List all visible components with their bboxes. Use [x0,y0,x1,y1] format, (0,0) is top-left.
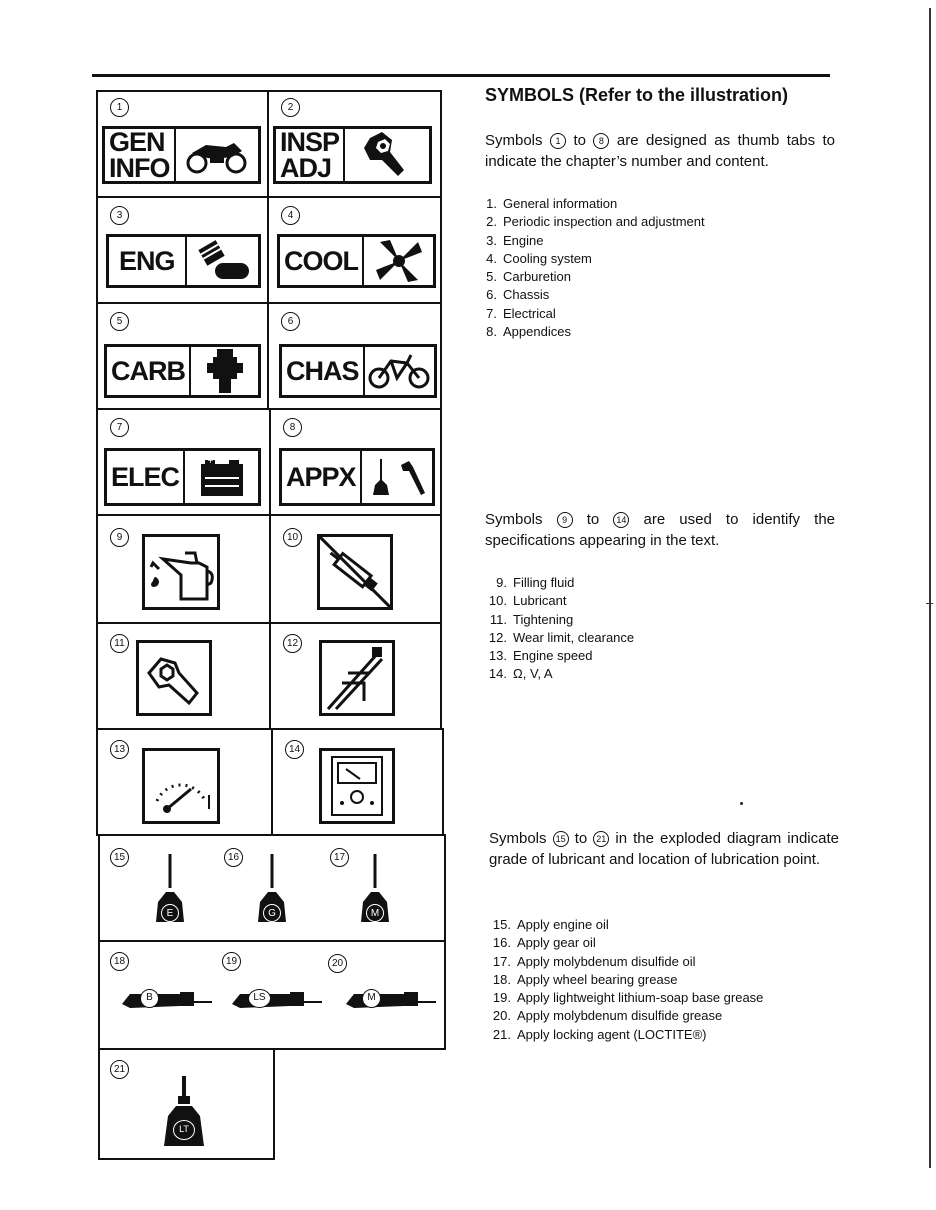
symbol-cell-15-17 [98,834,446,942]
locking-agent-icon [160,1072,208,1150]
list-item [489,916,763,934]
tab-chas [279,344,437,398]
list-item [485,232,705,250]
list-text: Apply molybdenum disulfide oil [517,953,696,969]
symbol-number-14: 14 [285,740,304,759]
list-number: 8. [486,324,497,340]
tab-label [280,237,364,285]
list-number: 19. [492,990,511,1006]
tab-label-line: ENG [119,246,175,276]
motorcycle-icon [176,129,259,181]
list-item [485,647,634,665]
list-text: Periodic inspection and adjustment [503,214,705,230]
molybdenum-oil-icon [357,854,393,924]
symbol-cell-9 [96,514,271,624]
list-item [489,971,763,989]
symbol-cell-1 [96,90,269,198]
para-text: are used to identify the specifications appearing in the text. [485,511,835,549]
list-text: Chassis [503,287,550,303]
para-text: Symbols [485,511,543,528]
list-number: 12. [488,629,507,645]
list-number: 17. [492,953,511,969]
chapter-list [485,195,705,341]
list-item [485,629,634,647]
grade-label-engine-oil: E [161,904,179,922]
tachometer-icon [142,748,220,824]
oil-can-icon [142,534,220,610]
tab-label-line: CARB [111,356,185,386]
grade-label-gear-oil: G [263,904,281,922]
list-number: 20. [492,1008,511,1024]
top-rule [92,74,830,77]
symbol-number-4: 4 [281,206,300,225]
symbol-cell-5 [96,302,269,410]
symbol-number-1: 1 [110,98,129,117]
list-text: Apply wheel bearing grease [517,971,678,987]
list-item [489,1026,763,1044]
ref-number: 1 [550,133,566,149]
tab-label-line: INFO [109,153,170,183]
tab-label [282,451,362,503]
symbol-number-6: 6 [281,312,300,331]
list-text: General information [503,196,618,211]
symbol-number-11: 11 [110,634,129,653]
tab-label [282,347,365,395]
page-edge-tick [926,603,933,604]
ref-number: 21 [593,831,609,847]
battery-icon [185,451,258,503]
wrench-icon [136,640,212,716]
list-text: Engine [503,232,544,248]
svg-text:+: + [206,456,214,465]
list-number: 13. [488,648,507,664]
list-item [485,574,634,592]
intro-paragraph-lubricants [489,828,839,870]
symbol-cell-6 [267,302,442,410]
fan-icon [364,237,433,285]
para-text: Symbols [489,830,547,847]
list-number: 1. [486,196,497,211]
para-text: to [573,132,586,149]
symbol-number-5: 5 [110,312,129,331]
symbol-cell-13 [96,728,273,836]
symbol-number-7: 7 [110,418,129,437]
piston-icon [187,237,258,285]
list-text: Cooling system [503,250,592,266]
symbol-number-17: 17 [330,848,349,867]
list-number: 14. [488,666,507,682]
grease-gun-icon [317,534,393,610]
list-text: Engine speed [513,648,593,664]
list-text: Apply gear oil [517,935,596,951]
list-text: Apply engine oil [517,917,609,932]
list-number: 3. [486,232,497,248]
symbol-number-20: 20 [328,954,347,973]
symbol-cell-10 [269,514,442,624]
list-item [489,1007,763,1025]
grade-label-locking-agent: LT [173,1120,195,1140]
multimeter-icon [319,748,395,824]
symbol-cell-2 [267,90,442,198]
symbol-number-8: 8 [283,418,302,437]
list-number: 16. [492,935,511,951]
tab-appx [279,448,435,506]
list-text: Lubricant [513,593,567,609]
list-number: 10. [488,593,507,609]
page-edge-line [929,8,931,1168]
symbol-number-16: 16 [224,848,243,867]
list-number: 21. [492,1026,511,1042]
para-text: to [574,830,588,847]
tab-label [107,451,185,503]
symbol-number-2: 2 [281,98,300,117]
list-number: 9. [496,575,507,590]
wheel-bearing-grease-icon [120,986,212,1012]
list-item [485,665,634,683]
list-item [485,305,705,323]
tab-label-line: COOL [284,246,358,276]
tab-label-line: APPX [286,462,356,492]
list-text: Tightening [513,611,574,627]
tab-label-line: INSP [280,127,340,157]
tab-cool [277,234,436,288]
list-text: Apply locking agent (LOCTITE®) [517,1026,707,1042]
tab-carb [104,344,261,398]
scan-dot [740,802,743,805]
tab-label [109,237,187,285]
list-text: Filling fluid [513,575,575,590]
intro-paragraph-tabs [485,130,835,172]
grade-label-molybdenum-grease: M [362,989,381,1008]
tab-label [105,129,176,181]
para-text: are designed as thumb tabs to indicate the chapter’s number and content. [485,132,836,170]
para-text: in the exploded diagram indicate grade of lubricant and location of lubrication point. [489,830,839,868]
symbol-number-3: 3 [110,206,129,225]
ref-number: 9 [557,512,573,528]
oiler-wrench-icon [362,451,432,503]
symbol-number-9: 9 [110,528,129,547]
list-item [485,195,705,213]
list-text: Appendices [503,324,571,340]
lubricant-list [489,916,763,1044]
spec-list [485,574,634,684]
motorcycle-frame-icon [365,347,434,395]
grade-label-wheel-bearing-grease: B [140,989,159,1008]
tab-insp-adj [273,126,432,184]
symbol-cell-14 [271,728,444,836]
list-text: Apply molybdenum disulfide grease [517,1008,723,1024]
intro-paragraph-specs [485,509,835,551]
list-text: Electrical [503,305,556,321]
ref-number: 8 [593,133,609,149]
list-number: 7. [486,305,497,321]
para-text: to [586,511,600,528]
list-number: 11. [489,611,507,627]
symbol-cell-3 [96,196,269,304]
grade-label-molybdenum-oil: M [366,904,384,922]
tab-gen-info [102,126,261,184]
list-number: 18. [492,971,511,987]
list-number: 6. [486,287,497,303]
list-text: Carburetion [503,269,571,285]
list-item [485,323,705,341]
engine-oil-icon [152,854,188,924]
wrench-nut-icon [345,129,429,181]
symbol-cell-11 [96,622,271,730]
molybdenum-grease-icon [344,986,436,1012]
ref-number: 14 [613,512,629,528]
tab-eng [106,234,261,288]
list-item [485,213,705,231]
list-number: 15. [492,917,511,932]
list-item [489,953,763,971]
list-item [485,611,634,629]
symbol-number-19: 19 [222,952,241,971]
caliper-icon [319,640,395,716]
tab-label-line: ADJ [280,153,332,183]
gear-oil-icon [254,854,290,924]
list-text: Wear limit, clearance [513,629,635,645]
list-text: Apply lightweight lithium-soap base grease [517,990,764,1006]
list-item [485,250,705,268]
tab-label-line: GEN [109,127,165,157]
symbol-cell-12 [269,622,442,730]
list-item [485,592,634,610]
symbol-number-13: 13 [110,740,129,759]
symbol-number-15: 15 [110,848,129,867]
symbol-cell-4 [267,196,442,304]
list-text: Ω, V, A [513,666,553,682]
list-item [489,934,763,952]
para-text: Symbols [485,132,543,149]
tab-elec [104,448,261,506]
symbol-number-10: 10 [283,528,302,547]
symbol-cell-21 [98,1048,275,1160]
list-item [489,989,763,1007]
list-number: 5. [486,269,497,285]
grade-label-lithium-soap-grease: LS [248,989,271,1008]
list-number: 4. [486,250,497,266]
ref-number: 15 [553,831,569,847]
symbol-number-18: 18 [110,952,129,971]
section-heading: SYMBOLS (Refer to the illustration) [485,85,789,105]
list-number: 2. [486,214,497,230]
list-item [485,268,705,286]
tab-label [107,347,191,395]
symbol-number-12: 12 [283,634,302,653]
symbol-number-21: 21 [110,1060,129,1079]
symbol-cell-7 [96,408,271,516]
symbol-cell-8 [269,408,442,516]
carburetor-icon [191,347,258,395]
tab-label [276,129,345,181]
symbol-cell-18-20 [98,940,446,1050]
tab-label-line: ELEC [111,462,180,492]
lithium-soap-grease-icon [230,986,322,1012]
list-item [485,286,705,304]
tab-label-line: CHAS [286,356,359,386]
